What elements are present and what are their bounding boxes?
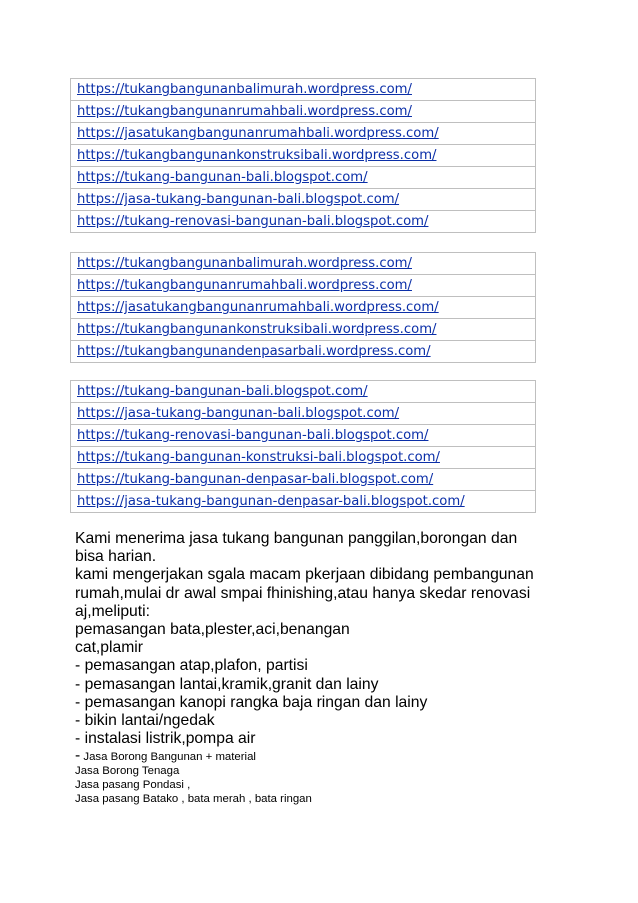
service-text: Jasa Borong Bangunan + material [80, 751, 256, 764]
link-cell [71, 167, 536, 189]
link-table-2 [70, 252, 536, 363]
link-cell [71, 447, 536, 469]
service-dash: - [75, 747, 81, 765]
body-line: - pemasangan kanopi rangka baja ringan dan lainy [75, 693, 428, 711]
url-link[interactable]: https://jasatukangbangunanrumahbali.wordpress.com/ [77, 126, 439, 141]
link-row [71, 469, 536, 491]
service-line: Jasa pasang Pondasi , [75, 779, 191, 792]
link-table-3 [70, 380, 536, 513]
body-line: cat,plamir [75, 639, 143, 657]
link-row [71, 319, 536, 341]
link-row [71, 211, 536, 233]
url-link[interactable]: https://tukangbangunanbalimurah.wordpress.com/ [77, 82, 412, 97]
url-link[interactable]: https://tukangbangunanbalimurah.wordpress.com/ [77, 256, 412, 271]
link-row [71, 491, 536, 513]
link-cell [71, 381, 536, 403]
body-line: Kami menerima jasa tukang bangunan panggilan,borongan dan [75, 530, 518, 547]
link-cell [71, 275, 536, 297]
link-row [71, 101, 536, 123]
url-link[interactable]: https://tukangbangunanrumahbali.wordpress.com/ [77, 278, 412, 293]
url-link[interactable]: https://jasatukangbangunanrumahbali.wordpress.com/ [77, 300, 439, 315]
link-row [71, 189, 536, 211]
service-line: Jasa Borong Tenaga [75, 765, 180, 778]
link-row [71, 253, 536, 275]
link-cell [71, 123, 536, 145]
link-row [71, 123, 536, 145]
link-cell [71, 425, 536, 447]
link-row [71, 167, 536, 189]
link-row [71, 381, 536, 403]
link-cell [71, 211, 536, 233]
link-cell [71, 341, 536, 363]
body-line: - instalasi listrik,pompa air [75, 730, 256, 748]
body-line: kami mengerjakan sgala macam pkerjaan dibidang pembangunan [75, 566, 534, 584]
link-row [71, 275, 536, 297]
body-line: pemasangan bata,plester,aci,benangan [75, 621, 350, 639]
url-link[interactable]: https://tukang-bangunan-bali.blogspot.com/ [77, 170, 368, 185]
body-line: - pemasangan lantai,kramik,granit dan lainy [75, 675, 379, 693]
body-line: rumah,mulai dr awal smpai fhinishing,atau hanya skedar renovasi [75, 584, 531, 602]
link-cell [71, 189, 536, 211]
body-text [75, 530, 555, 806]
link-cell [71, 491, 536, 513]
link-cell [71, 469, 536, 491]
link-cell [71, 319, 536, 341]
link-cell [71, 79, 536, 101]
body-line: - pemasangan atap,plafon, partisi [75, 657, 308, 675]
url-link[interactable]: https://tukang-bangunan-konstruksi-bali.blogspot.com/ [77, 450, 440, 465]
link-cell [71, 403, 536, 425]
link-table-1 [70, 78, 536, 233]
url-link[interactable]: https://tukang-bangunan-denpasar-bali.blogspot.com/ [77, 472, 434, 487]
url-link[interactable]: https://jasa-tukang-bangunan-bali.blogspot.com/ [77, 192, 400, 207]
link-cell [71, 145, 536, 167]
url-link[interactable]: https://jasa-tukang-bangunan-bali.blogspot.com/ [77, 406, 400, 421]
body-line: aj,meliputi: [75, 602, 150, 620]
url-link[interactable]: https://tukang-bangunan-bali.blogspot.com/ [77, 384, 368, 399]
link-row [71, 425, 536, 447]
link-row [71, 341, 536, 363]
url-link[interactable]: https://tukangbangunankonstruksibali.wordpress.com/ [77, 148, 437, 163]
url-link[interactable]: https://jasa-tukang-bangunan-denpasar-bali.blogspot.com/ [77, 494, 465, 509]
link-row [71, 403, 536, 425]
service-line [75, 749, 555, 764]
link-cell [71, 101, 536, 123]
link-cell [71, 253, 536, 275]
url-link[interactable]: https://tukangbangunankonstruksibali.wordpress.com/ [77, 322, 437, 337]
url-link[interactable]: https://tukang-renovasi-bangunan-bali.blogspot.com/ [77, 428, 429, 443]
service-line: Jasa pasang Batako , bata merah , bata ringan [75, 793, 312, 806]
body-line: bisa harian. [75, 548, 157, 566]
url-link[interactable]: https://tukangbangunandenpasarbali.wordpress.com/ [77, 344, 431, 359]
link-row [71, 447, 536, 469]
link-cell [71, 297, 536, 319]
url-link[interactable]: https://tukang-renovasi-bangunan-bali.blogspot.com/ [77, 214, 429, 229]
link-row [71, 145, 536, 167]
url-link[interactable]: https://tukangbangunanrumahbali.wordpress.com/ [77, 104, 412, 119]
link-row [71, 297, 536, 319]
link-row [71, 79, 536, 101]
body-line: - bikin lantai/ngedak [75, 712, 215, 730]
